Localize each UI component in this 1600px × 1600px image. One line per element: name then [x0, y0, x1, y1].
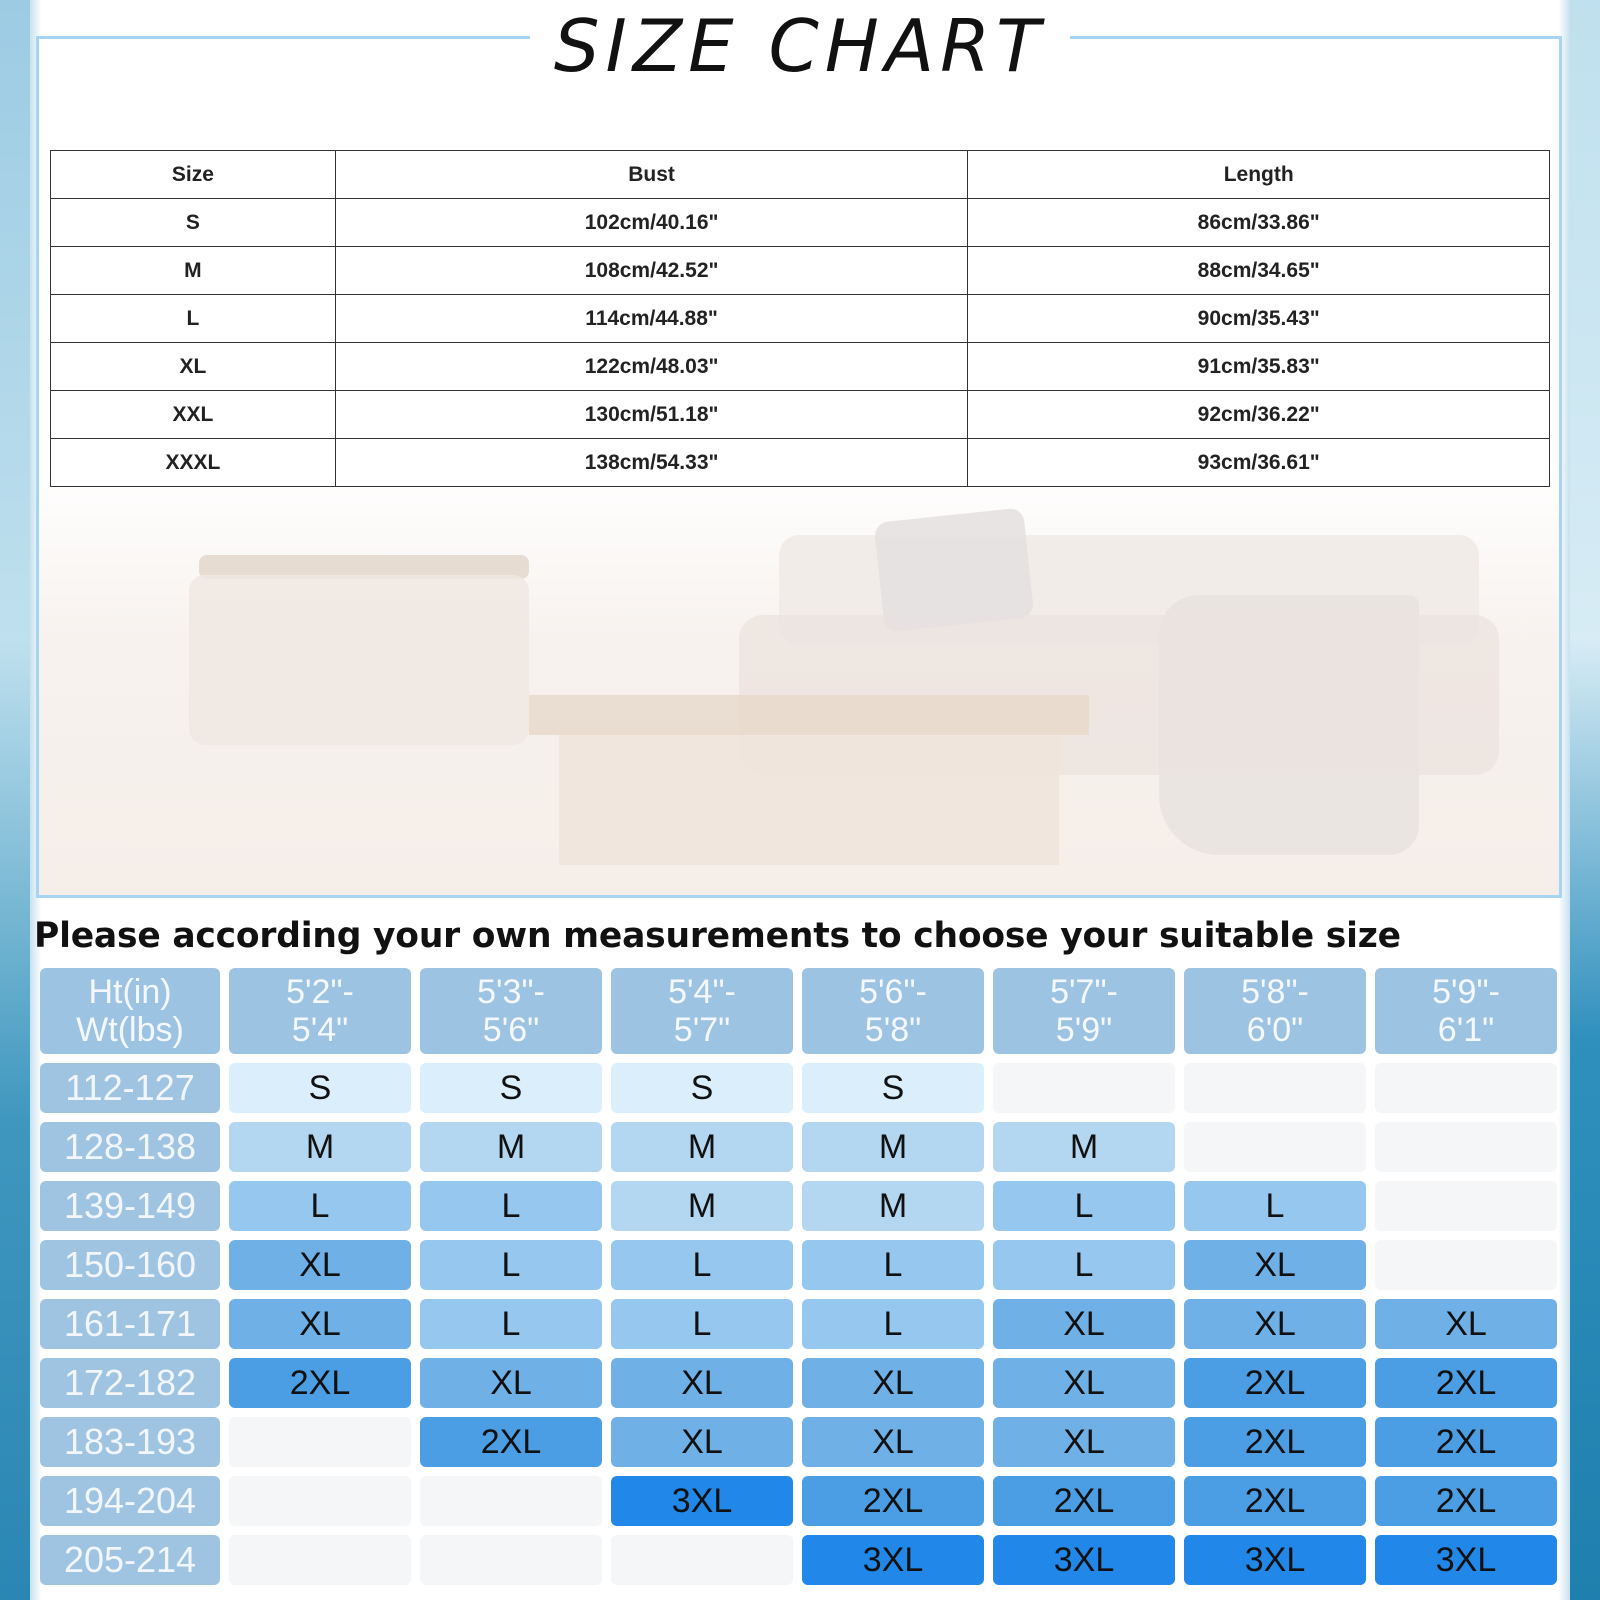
- size-cell: 3XL: [802, 1535, 984, 1585]
- empty-cell: [611, 1535, 793, 1585]
- empty-cell: [229, 1417, 411, 1467]
- size-cell: 2XL: [1184, 1476, 1366, 1526]
- size-cell: M: [420, 1122, 602, 1172]
- size-cell: L: [229, 1181, 411, 1231]
- length-cell: 90cm/35.43": [968, 295, 1550, 343]
- header-line: 5'8": [864, 1011, 922, 1049]
- length-cell: 93cm/36.61": [968, 439, 1550, 487]
- table-row: [51, 343, 1550, 391]
- size-cell: 3XL: [1375, 1535, 1557, 1585]
- size-cell: S: [51, 199, 336, 247]
- corner-header: [40, 968, 220, 1054]
- bust-cell: 102cm/40.16": [335, 199, 968, 247]
- header-line: Ht(in): [88, 973, 172, 1011]
- weight-label: 150-160: [40, 1240, 220, 1290]
- length-cell: 88cm/34.65": [968, 247, 1550, 295]
- weight-label: 194-204: [40, 1476, 220, 1526]
- header-line: 5'4"-: [668, 973, 736, 1011]
- weight-label: 205-214: [40, 1535, 220, 1585]
- size-cell: L: [993, 1240, 1175, 1290]
- size-cell: M: [51, 247, 336, 295]
- size-cell: 3XL: [611, 1476, 793, 1526]
- size-cell: L: [802, 1299, 984, 1349]
- size-cell: XL: [229, 1240, 411, 1290]
- header-line: 5'6": [482, 1011, 540, 1049]
- size-cell: 3XL: [993, 1535, 1175, 1585]
- header-line: 5'9": [1055, 1011, 1113, 1049]
- size-cell: L: [993, 1181, 1175, 1231]
- page-title: SIZE CHART: [553, 4, 1047, 88]
- size-cell: XL: [802, 1358, 984, 1408]
- height-header: [611, 968, 793, 1054]
- bust-cell: 138cm/54.33": [335, 439, 968, 487]
- empty-cell: [993, 1063, 1175, 1113]
- size-cell: L: [802, 1240, 984, 1290]
- size-cell: 3XL: [1184, 1535, 1366, 1585]
- height-header: [1184, 968, 1366, 1054]
- size-cell: S: [802, 1063, 984, 1113]
- size-cell: XL: [51, 343, 336, 391]
- size-cell: XL: [420, 1358, 602, 1408]
- ocean-strip-right: [1570, 0, 1600, 1600]
- size-cell: 2XL: [1184, 1417, 1366, 1467]
- empty-cell: [1375, 1063, 1557, 1113]
- title-banner: [530, 0, 1070, 90]
- header-line: 5'9"-: [1432, 973, 1500, 1011]
- size-cell: L: [420, 1299, 602, 1349]
- size-cell: XL: [993, 1358, 1175, 1408]
- empty-cell: [1184, 1063, 1366, 1113]
- table-row: [51, 439, 1550, 487]
- weight-label: 112-127: [40, 1063, 220, 1113]
- size-cell: S: [611, 1063, 793, 1113]
- header-line: 6'0": [1246, 1011, 1304, 1049]
- height-header: [802, 968, 984, 1054]
- size-cell: M: [802, 1122, 984, 1172]
- table-row: [51, 391, 1550, 439]
- table-header-row: [51, 151, 1550, 199]
- length-cell: 91cm/35.83": [968, 343, 1550, 391]
- ocean-strip-left: [0, 0, 30, 1600]
- height-header: [229, 968, 411, 1054]
- size-cell: 2XL: [420, 1417, 602, 1467]
- table-row: [51, 199, 1550, 247]
- bust-cell: 114cm/44.88": [335, 295, 968, 343]
- weight-label: 172-182: [40, 1358, 220, 1408]
- size-cell: L: [611, 1240, 793, 1290]
- size-cell: L: [611, 1299, 793, 1349]
- empty-cell: [1184, 1122, 1366, 1172]
- size-cell: XL: [993, 1417, 1175, 1467]
- empty-cell: [229, 1476, 411, 1526]
- size-cell: 2XL: [993, 1476, 1175, 1526]
- bust-cell: 108cm/42.52": [335, 247, 968, 295]
- empty-cell: [420, 1476, 602, 1526]
- size-cell: S: [420, 1063, 602, 1113]
- table-row: [51, 247, 1550, 295]
- size-cell: XL: [993, 1299, 1175, 1349]
- header-length: Length: [968, 151, 1550, 199]
- height-header: [420, 968, 602, 1054]
- header-line: Wt(lbs): [76, 1011, 184, 1049]
- size-cell: S: [229, 1063, 411, 1113]
- header-line: 5'6"-: [859, 973, 927, 1011]
- size-cell: XL: [1184, 1299, 1366, 1349]
- size-cell: XL: [1184, 1240, 1366, 1290]
- table-row: [51, 295, 1550, 343]
- size-cell: 2XL: [1375, 1417, 1557, 1467]
- empty-cell: [229, 1535, 411, 1585]
- bust-cell: 130cm/51.18": [335, 391, 968, 439]
- size-cell: XL: [611, 1358, 793, 1408]
- length-cell: 86cm/33.86": [968, 199, 1550, 247]
- empty-cell: [1375, 1181, 1557, 1231]
- size-cell: 2XL: [1375, 1358, 1557, 1408]
- header-line: 5'4": [291, 1011, 349, 1049]
- height-header: [993, 968, 1175, 1054]
- weight-label: 128-138: [40, 1122, 220, 1172]
- background-room-scene: [39, 495, 1559, 895]
- length-cell: 92cm/36.22": [968, 391, 1550, 439]
- size-cell: L: [51, 295, 336, 343]
- header-line: 5'2"-: [286, 973, 354, 1011]
- instruction-text: Please according your own measurements to choose your suitable size: [34, 916, 1401, 956]
- weight-label: 161-171: [40, 1299, 220, 1349]
- header-bust: Bust: [335, 151, 968, 199]
- size-cell: 2XL: [802, 1476, 984, 1526]
- empty-cell: [1375, 1240, 1557, 1290]
- size-cell: XL: [802, 1417, 984, 1467]
- header-line: 5'3"-: [477, 973, 545, 1011]
- weight-label: 139-149: [40, 1181, 220, 1231]
- size-cell: L: [420, 1181, 602, 1231]
- size-cell: M: [611, 1181, 793, 1231]
- header-line: 5'8"-: [1241, 973, 1309, 1011]
- size-cell: L: [1184, 1181, 1366, 1231]
- header-size: Size: [51, 151, 336, 199]
- header-line: 5'7"-: [1050, 973, 1118, 1011]
- size-cell: 2XL: [1375, 1476, 1557, 1526]
- size-cell: XL: [611, 1417, 793, 1467]
- empty-cell: [1375, 1122, 1557, 1172]
- size-cell: XL: [229, 1299, 411, 1349]
- size-cell: 2XL: [1184, 1358, 1366, 1408]
- size-cell: 2XL: [229, 1358, 411, 1408]
- size-cell: XL: [1375, 1299, 1557, 1349]
- size-cell: M: [993, 1122, 1175, 1172]
- size-cell: XXL: [51, 391, 336, 439]
- header-line: 6'1": [1437, 1011, 1495, 1049]
- size-cell: M: [611, 1122, 793, 1172]
- weight-label: 183-193: [40, 1417, 220, 1467]
- measurement-table: [50, 150, 1550, 487]
- size-cell: L: [420, 1240, 602, 1290]
- height-header: [1375, 968, 1557, 1054]
- size-cell: M: [802, 1181, 984, 1231]
- header-line: 5'7": [673, 1011, 731, 1049]
- empty-cell: [420, 1535, 602, 1585]
- size-cell: XXXL: [51, 439, 336, 487]
- size-cell: M: [229, 1122, 411, 1172]
- bust-cell: 122cm/48.03": [335, 343, 968, 391]
